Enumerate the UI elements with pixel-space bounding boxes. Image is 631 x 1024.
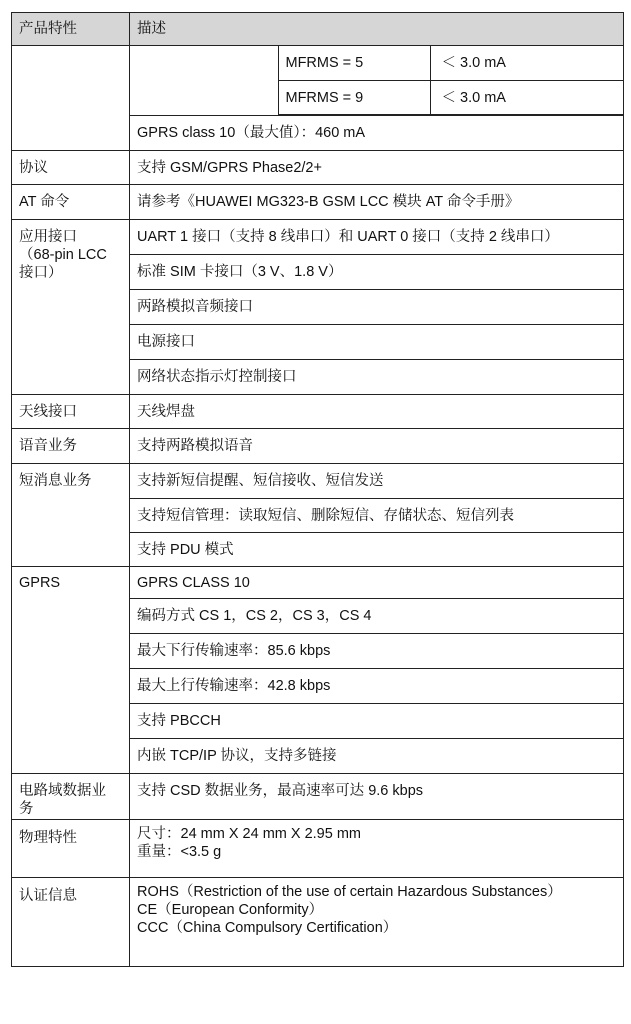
cert-values (130, 877, 624, 966)
voice-row (12, 428, 624, 463)
cert-row (12, 877, 624, 966)
sms-item: 支持 PDU 模式 (130, 532, 624, 566)
sms-label: 短消息业务 (12, 463, 130, 566)
header-description: 描述 (130, 13, 624, 46)
physical-weight: 重量：<3.5 g (137, 843, 222, 860)
app-interface-item: 两路模拟音频接口 (130, 289, 624, 324)
power-row (12, 46, 624, 116)
app-interface-item: 电源接口 (130, 324, 624, 359)
mfrms-param: MFRMS = 9 (278, 80, 430, 114)
mfrms-value: ＜ 3.0 mA (430, 80, 623, 114)
protocol-value: 支持 GSM/GPRS Phase2/2+ (130, 150, 624, 184)
cert-ccc: CCC（China Compulsory Certification） (137, 919, 398, 936)
app-interface-item: 网络状态指示灯控制接口 (130, 359, 624, 394)
spec-table (11, 12, 624, 967)
voice-label: 语音业务 (12, 428, 130, 463)
header-row (12, 13, 624, 46)
cert-label: 认证信息 (12, 877, 130, 966)
antenna-label: 天线接口 (12, 394, 130, 428)
at-value: 请参考《HUAWEI MG323-B GSM LCC 模块 AT 命令手册》 (130, 184, 624, 219)
app-interface-label-line: 接口） (19, 264, 63, 281)
gprs-item: GPRS CLASS 10 (130, 566, 624, 598)
power-subtable (130, 46, 623, 115)
physical-values (130, 819, 624, 877)
sms-item: 支持新短信提醒、短信接收、短信发送 (130, 463, 624, 498)
protocol-row (12, 150, 624, 184)
antenna-row (12, 394, 624, 428)
app-interface-item: UART 1 接口（支持 8 线串口）和 UART 0 接口（支持 2 线串口） (130, 219, 624, 254)
gprs-class-power: GPRS class 10（最大值）：460 mA (130, 115, 624, 150)
app-interface-row (12, 219, 624, 254)
sms-row (12, 463, 624, 498)
power-sub-cell (130, 46, 624, 116)
cert-ce: CE（European Conformity） (137, 901, 324, 918)
voice-value: 支持两路模拟语音 (130, 428, 624, 463)
physical-size: 尺寸：24 mm X 24 mm X 2.95 mm (137, 825, 361, 842)
at-row (12, 184, 624, 219)
mfrms-param: MFRMS = 5 (278, 46, 430, 80)
power-blank-cell (130, 46, 278, 114)
antenna-value: 天线焊盘 (130, 394, 624, 428)
gprs-item: 最大下行传输速率：85.6 kbps (130, 633, 624, 668)
cert-rohs: ROHS（Restriction of the use of certain Hazardous Substances） (137, 883, 562, 900)
gprs-row (12, 566, 624, 598)
app-interface-label (12, 219, 130, 394)
protocol-label: 协议 (12, 150, 130, 184)
csd-label-line: 电路域数据业 (19, 782, 106, 799)
sms-item: 支持短信管理：读取短信、删除短信、存储状态、短信列表 (130, 498, 624, 532)
power-feature-cell (12, 46, 130, 151)
power-sub-row (130, 46, 623, 80)
header-feature: 产品特性 (12, 13, 130, 46)
physical-label: 物理特性 (12, 819, 130, 877)
csd-value: 支持 CSD 数据业务，最高速率可达 9.6 kbps (130, 773, 624, 819)
gprs-item: 内嵌 TCP/IP 协议，支持多链接 (130, 738, 624, 773)
app-interface-label-line: 应用接口 (19, 228, 77, 245)
physical-row (12, 819, 624, 877)
gprs-label: GPRS (12, 566, 130, 773)
gprs-item: 编码方式 CS 1，CS 2，CS 3，CS 4 (130, 598, 624, 633)
csd-label (12, 773, 130, 819)
csd-row (12, 773, 624, 819)
gprs-item: 支持 PBCCH (130, 703, 624, 738)
mfrms-value: ＜ 3.0 mA (430, 46, 623, 80)
gprs-item: 最大上行传输速率：42.8 kbps (130, 668, 624, 703)
app-interface-item: 标准 SIM 卡接口（3 V、1.8 V） (130, 254, 624, 289)
at-label: AT 命令 (12, 184, 130, 219)
app-interface-label-line: （68-pin LCC (19, 246, 107, 263)
csd-label-line: 务 (19, 800, 34, 817)
